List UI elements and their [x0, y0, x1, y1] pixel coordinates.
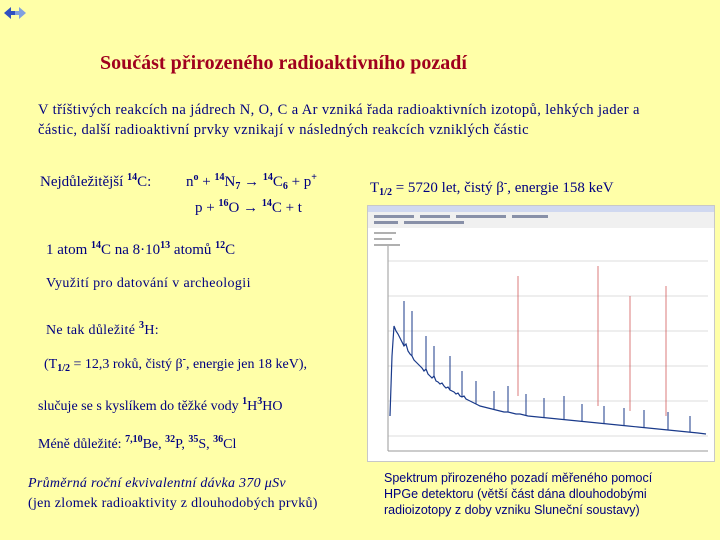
c14-reaction-proton: p + $^{16}$O → $^{14}$C + t [195, 198, 302, 216]
annual-dose [28, 474, 318, 514]
c14-reaction-neutron: $n^o + ^{14}N_7 \to ^{14}C_6 + p^+$ [186, 172, 317, 192]
dating-usage: Využití pro datování v archeologii [46, 276, 251, 291]
slide-title: Součást přirozeného radioaktivního pozadí [100, 52, 467, 74]
annual-dose-value: Průměrná roční ekvivalentní dávka 370 μSv [28, 476, 286, 491]
arrows-icon [2, 2, 28, 24]
minor-isotopes: Méně důležité: $^{7,10}$Be, $^{32}$P, $^{35}$S, $^{36}$Cl [38, 434, 237, 452]
hpge-spectrum-image [367, 205, 715, 462]
tritium-properties: ($T_{1/2} = 12,3$ roků, čistý β-, energie jen 18 keV), [44, 354, 307, 374]
c14-label: Nejdůležitější $^{14}$C: [40, 172, 152, 190]
c14-properties: $T_{1/2} = 5720$ let, čistý β-, energie 158 keV [370, 178, 614, 198]
intro-paragraph: V tříštivých reakcích na jádrech N, O, C a Ar vzniká řada radioaktivních izotopů, lehkých jader a částic, další radioaktivní prvky vznikají v následných reakcích vzniklých částic [38, 102, 640, 138]
c14-abundance-ratio: 1 atom $^{14}$C na $8\cdot 10^{13}$ atomů $^{12}$C [46, 240, 236, 258]
tritium-heading: Ne tak důležité $^3$H: [46, 320, 159, 338]
spectrum-caption: Spektrum přirozeného pozadí měřeného pomocí HPGe detektoru (větší část dána dlouhodobými radioizotopy z doby vzniku Sluneční soustavy) [384, 471, 653, 517]
annual-dose-note: (jen zlomek radioaktivity z dlouhodobých prvků) [28, 496, 318, 511]
slide-navigation-icon[interactable] [2, 2, 28, 24]
tritium-heavy-water: slučuje se s kyslíkem do těžké vody $^1H^3HO$ [38, 396, 283, 414]
